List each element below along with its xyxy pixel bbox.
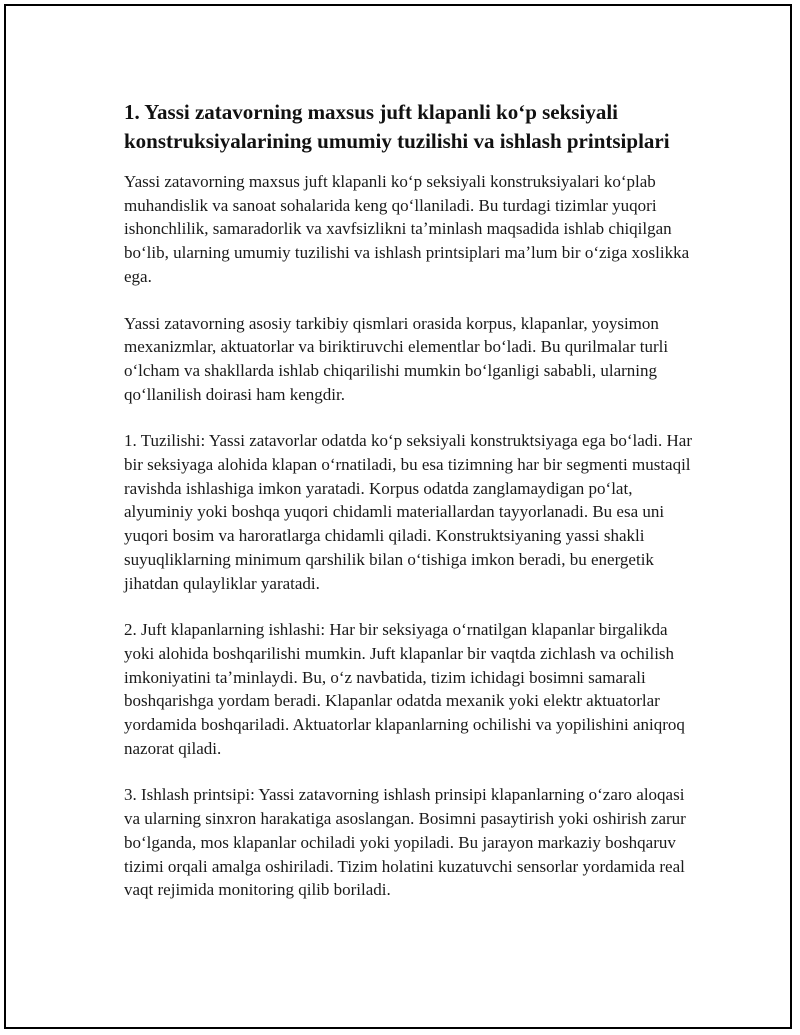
components-paragraph: Yassi zatavorning asosiy tarkibiy qismlari orasida korpus, klapanlar, yoysimon mexanizmlar, aktuatorlar va biriktiruvchi elementlar boʻladi. Bu qurilmalar turli oʻlcham va shakllarda ishlab chiqarilishi mumkin boʻlganligi sababli, ularning qoʻllanilish doirasi ham kengdir. bbox=[124, 313, 669, 404]
section-title: 1. Yassi zatavorning maxsus juft klapanli koʻp seksiyali konstruksiyalarining umumiy tuzilishi va ishlash printsiplari bbox=[124, 100, 670, 153]
document-body bbox=[124, 98, 699, 902]
intro-paragraph: Yassi zatavorning maxsus juft klapanli koʻp seksiyali konstruksiyalari koʻplab muhandislik va sanoat sohalarida keng qoʻllaniladi. Bu turdagi tizimlar yuqori ishonchlilik, samaradorlik va xavfsizlikni taʼminlash maqsadida ishlab chiqilgan boʻlib, ularning umumiy tuzilishi va ishlash printsiplari maʼlum bir oʻziga xoslikka ega. bbox=[124, 172, 690, 286]
structure-paragraph: 1. Tuzilishi: Yassi zatavorlar odatda koʻp seksiyali konstruktsiyaga ega boʻladi. Har bir seksiyaga alohida klapan oʻrnatiladi, bu esa tizimning har bir segmenti mustaqil ravishda ishlashiga imkon yaratadi. Korpus odatda zanglamaydigan poʻlat, alyuminiy yoki boshqa yuqori chidamli materiallardan tayyorlanadi. Bu esa uni yuqori bosim va haroratlarga chidamli qiladi. Konstruktsiyaning yassi shakli suyuqliklarning minimum qarshilik bilan oʻtishiga imkon beradi, bu energetik jihatdan qulayliklar yaratadi. bbox=[124, 431, 692, 593]
working-principle-paragraph: 3. Ishlash printsipi: Yassi zatavorning ishlash prinsipi klapanlarning oʻzaro aloqasi va ularning sinxron harakatiga asoslangan. Bosimni pasaytirish yoki oshirish zarur boʻlganda, mos klapanlar ochiladi yoki yopiladi. Bu jarayon markaziy boshqaruv tizimi orqali amalga oshiriladi. Tizim holatini kuzatuvchi sensorlar yordamida real vaqt rejimida monitoring qilib boriladi. bbox=[124, 785, 686, 900]
page-frame bbox=[4, 4, 792, 1029]
valve-operation-paragraph: 2. Juft klapanlarning ishlashi: Har bir seksiyaga oʻrnatilgan klapanlar birgalikda yoki alohida boshqarilishi mumkin. Juft klapanlar bir vaqtda zichlash va ochilish imkoniyatini taʼminlaydi. Bu, oʻz navbatida, tizim ichidagi bosimni samarali boshqarishga yordam beradi. Klapanlar odatda mexanik yoki elektr aktuatorlar yordamida boshqariladi. Aktuatorlar klapanlarning ochilishi va yopilishini aniqroq nazorat qiladi. bbox=[124, 620, 685, 758]
